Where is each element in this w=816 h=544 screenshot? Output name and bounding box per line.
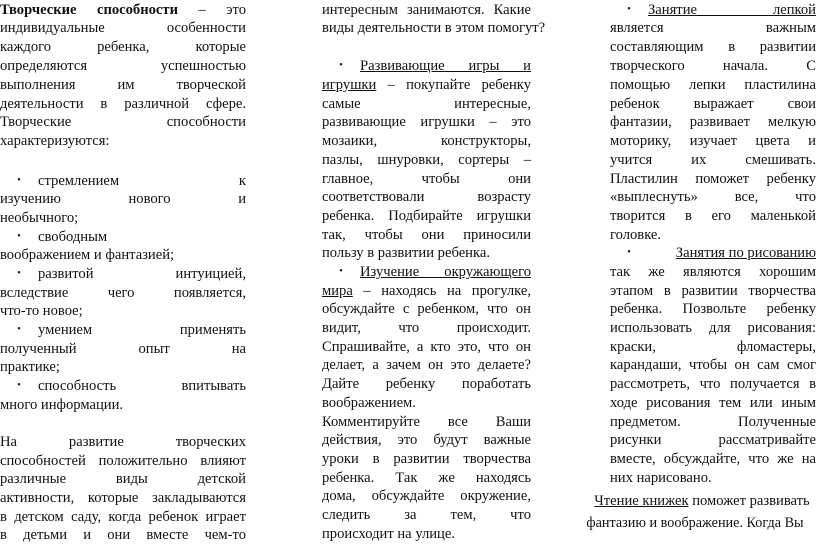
text-line: них нарисовано. [610, 470, 712, 486]
text-line: виды деятельности в этом помогут? [322, 20, 546, 36]
text-line: ходе рисования тем или иным [610, 395, 816, 411]
text-line: главное, чтобы они [322, 171, 531, 187]
intro-line: Творческие способности [0, 114, 246, 130]
text-line: игрушки – покупайте ребенку [322, 77, 531, 93]
text-line: уроки в развитии творчества [322, 451, 531, 467]
section-heading: Чтение книжек [594, 493, 689, 509]
text-line: обсуждайте с ребенком, что он [322, 301, 531, 317]
list-item-line: вследствие чего появляется, [0, 285, 246, 301]
text-line: краски, фломастеры, [610, 339, 816, 355]
list-item-line: стремлением к [38, 173, 246, 189]
text-line: учится их смешивать. [610, 152, 816, 168]
text-line: соответствовали возрасту [322, 189, 531, 205]
text-line: так, чтобы они приносили [322, 227, 531, 243]
bullet-icon: • [17, 324, 21, 335]
section-heading: игрушки [322, 77, 377, 93]
text-line: ребенка. Позвольте ребенку [610, 301, 816, 317]
list-item-line: способность впитывать [38, 378, 246, 394]
intro-line: определяются успешностью [0, 58, 246, 74]
text-line: «выплеснуть» все, что [610, 189, 816, 205]
text-line: происходит на улице. [322, 526, 455, 542]
section-heading: Занятия по рисованию [675, 245, 816, 261]
list-item-line: полученный опыт на [0, 341, 246, 357]
outro-line: активности, которые закладываются [0, 490, 246, 506]
section-heading: Изучение окружающего [360, 264, 531, 280]
text-line: творится в его маленькой [610, 208, 816, 224]
section-heading: мира [322, 283, 353, 299]
text-line: является важным [610, 20, 816, 36]
list-item-line: необычного; [0, 210, 79, 226]
text-line: мира – находясь на прогулке, [322, 283, 531, 299]
list-item-line: изучению нового и [0, 191, 246, 207]
text-line: рассмотреть, что получается в [610, 376, 816, 392]
intro-line: характеризуются: [0, 133, 110, 149]
text-line: помощью лепки пластилина [610, 77, 816, 93]
outro-line: различные виды детской [0, 471, 246, 487]
text-line: карандаши, чтобы он сам смог [610, 357, 816, 373]
intro-line: каждого ребенка, которые [0, 39, 246, 55]
text-line: пазлы, шнуровки, сортеры – [322, 152, 531, 168]
outro-line: в детском саду, когда ребенок играет [0, 509, 246, 525]
list-item-line: практике; [0, 359, 60, 375]
intro-line: выполнения им творческой [0, 77, 246, 93]
list-item-line: много информации. [0, 397, 124, 413]
text-line: Чтение книжек поможет развивать [594, 493, 810, 509]
bullet-icon: • [17, 231, 21, 242]
bullet-icon: • [339, 266, 343, 277]
intro-line: индивидуальные особенности [0, 20, 246, 36]
text-line: составляющим в развитии [610, 39, 816, 55]
list-item-line: свободным [38, 229, 108, 245]
bullet-icon: • [627, 4, 631, 15]
text-line: Пластилин поможет ребенку [610, 171, 816, 187]
text-line: ребенок выражает свои [610, 96, 816, 112]
text-line: интересным занимаются. Какие [322, 2, 531, 18]
text-line: ребенка. Так же находясь [322, 470, 531, 486]
text-line: предметом. Полученные [610, 414, 816, 430]
list-item-line: умением применять [38, 322, 246, 338]
text-line: видит, что происходит. [322, 320, 531, 336]
text-line: делает, а зачем он это делаете? [322, 357, 531, 373]
text-line: самые интересные, [322, 96, 531, 112]
intro-line: Творческие способности – это [0, 2, 246, 18]
bullet-icon: • [17, 380, 21, 391]
list-item-line: что-то новое; [0, 303, 83, 319]
text-line: следить за тем, что [322, 507, 531, 523]
section-heading: Развивающие игры и [360, 58, 531, 74]
text-line: моторику, изучает цвета и [610, 133, 816, 149]
text-line: фантазии, развивает мелкую [610, 114, 816, 130]
list-item-line: воображением и фантазией; [0, 247, 175, 263]
text-line: действия, это будут важные [322, 432, 531, 448]
text-line: воображением. [322, 395, 416, 411]
text-line: Спрашивайте, а кто это, что он [322, 339, 531, 355]
bullet-icon: • [17, 175, 21, 186]
text-line: дома, обсуждайте окружение, [322, 488, 531, 504]
bullet-icon: • [627, 247, 631, 258]
section-heading: Занятие лепкой [648, 2, 816, 18]
outro-line: На развитие творческих [0, 434, 246, 450]
text-line: пользу в развитии ребенка. [322, 245, 490, 261]
text-line: творческого начала. С [610, 58, 816, 74]
text-line: головке. [610, 227, 662, 243]
text-line: Дайте ребенку поработать [322, 376, 531, 392]
text-line: развивающие игрушки – это [322, 114, 531, 130]
text-line: этапом в развитии творчества [610, 283, 816, 299]
text-line: Комментируйте все Ваши [322, 414, 531, 430]
text-line: рисунки рассматривайте [610, 432, 816, 448]
text-line: ребенка. Подбирайте игрушки [322, 208, 531, 224]
outro-line: в детьми и они вместе чем-то [0, 527, 246, 543]
intro-line: деятельности в различной сфере. [0, 96, 246, 112]
text-line: вместе, обсуждайте, что же на [610, 451, 816, 467]
text-line: так же являются хорошим [610, 264, 816, 280]
text-line: использовать для рисования: [610, 320, 816, 336]
bullet-icon: • [17, 268, 21, 279]
intro-heading: Творческие способности [0, 2, 178, 18]
list-item-line: развитой интуицией, [38, 266, 246, 282]
text-line: мозаики, конструкторы, [322, 133, 531, 149]
outro-line: способностей положительно влияют [0, 453, 246, 469]
bullet-icon: • [339, 60, 343, 71]
text-line: фантазию и воображение. Когда Вы [586, 515, 804, 531]
